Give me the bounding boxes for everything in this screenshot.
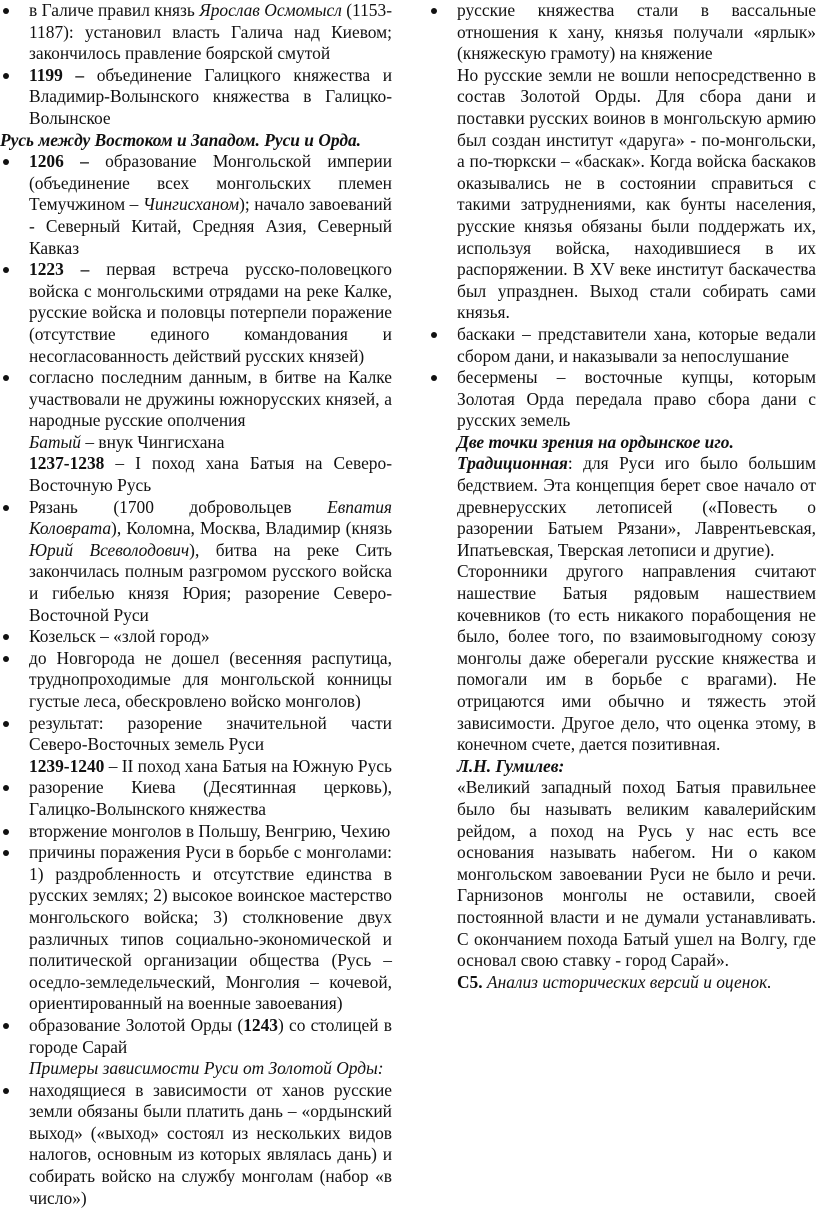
- section-heading: Две точки зрения на ордынское иго.: [457, 431, 734, 452]
- term: Традиционная: [457, 453, 568, 474]
- left-list-examples: [0, 1080, 392, 1209]
- list-item: [0, 151, 392, 259]
- text: согласно последним данным, в битве на Калке участвовали не дружины южнорусских князей, а народные русские ополчения: [29, 367, 392, 431]
- left-list-campaign1: [0, 497, 392, 756]
- text: в Галиче правил князь: [29, 0, 200, 20]
- text: ), Коломна, Москва, Владимир (князь: [111, 518, 392, 539]
- text: Козельск – «злой город»: [29, 626, 210, 647]
- list-item: [0, 626, 392, 648]
- text: вторжение монголов в Польшу, Венгрию, Чехию: [29, 820, 391, 841]
- batu-line: [0, 432, 392, 454]
- year: 1223 –: [29, 259, 107, 280]
- text: ) со столицей в городе Сарай: [29, 1014, 392, 1057]
- person-name: Чингисханом: [142, 194, 240, 215]
- text: причины поражения Руси в борьбе с монголами: 1) раздробленность и отсутствие единства в русских землях; 2) высокое воинское мастерство монгольского войска; 3) столкновение двух различных типов социально-экономической и политической организации общества (Русь – оседло-земледельческий, Монголия – кочевой, ориентированный на военные завоевания): [29, 842, 392, 1014]
- list-item: [0, 648, 392, 713]
- text: находящиеся в зависимости от ханов русские земли обязаны были платить дань – «ордынский выход» («выход» состоял из нескольких видов налогов, основным из которых являлась дань) и собирать войско на службу монголам (набор «в число»): [29, 1079, 392, 1208]
- text: результат: разорение значительной части Северо-Восточных земель Руси: [29, 712, 392, 755]
- section-heading: Русь между Востоком и Западом. Руси и Орда.: [0, 129, 362, 150]
- person-name: Батый: [29, 431, 81, 452]
- list-item: [0, 821, 392, 843]
- list-item: [428, 324, 816, 367]
- left-list-top: [0, 0, 392, 130]
- year: 1239-1240: [29, 755, 105, 776]
- person-name: Юрий Всеволодович: [29, 539, 190, 560]
- text: баскаки – представители хана, которые ведали сбором дани, и наказывали за непослушание: [457, 323, 816, 366]
- person-name: Евпатия Коловрата: [29, 496, 392, 539]
- text: – I поход хана Батыя на Северо-Восточную Русь: [29, 453, 392, 496]
- list-item: [0, 65, 392, 130]
- author-name: Л.Н. Гумилев:: [457, 755, 565, 776]
- right-list-top: [428, 0, 816, 65]
- paragraph: Но русские земли не вошли непосредственно в состав Золотой Орды. Для сбора дани и поставки русских воинов в монгольскую армию был создан институт «даруга» - по-монгольски, а по-тюркски – «баскак». Когда войска баскаков оказывались не в состоянии справиться с такими затруднениями, как бунты населения, русские князья обязаны были поддержать их, используя войска, находившиеся в их распоряжении. В XV веке институт баскачества был упразднен. Выход стали собирать сами князья.: [457, 64, 816, 323]
- text: образование Монгольской империи (объединение всех монгольских племен Темучжином –: [29, 151, 392, 215]
- year: 1206 –: [29, 151, 106, 172]
- paragraph: [428, 453, 816, 561]
- left-list-main: [0, 151, 392, 432]
- text: русские княжества стали в вассальные отношения к хану, князья получали «ярлык» (княжескую грамоту) на княжение: [457, 0, 816, 64]
- list-item: [0, 1015, 392, 1058]
- left-column: [0, 0, 392, 1209]
- text: ); начало завоеваний - Северный Китай, Средняя Азия, Северный Кавказ: [29, 194, 392, 258]
- list-item: [0, 497, 392, 627]
- quote: «Великий западный поход Батыя правильнее было бы называть великим кавалерийским рейдом, а поход на Русь у нас есть все основания называть набегом. Ни о каком монгольском завоевании Руси не было и речи. Гарнизонов монголы не оставили, своей постоянной власти и не думали устанавливать. С окончанием похода Батый ушел на Волгу, где основал свою ставку - город Сарай».: [457, 777, 816, 971]
- examples-heading: Примеры зависимости Руси от Золотой Орды:: [29, 1058, 384, 1079]
- text: – II поход хана Батыя на Южную Русь: [104, 755, 392, 776]
- left-list-campaign2: [0, 777, 392, 1058]
- list-item: [0, 1080, 392, 1209]
- text: образование Золотой Орды (: [29, 1014, 244, 1035]
- list-item: [0, 259, 392, 367]
- list-item: [428, 367, 816, 432]
- text: (1153-1187): установил власть Галича над Киевом; закончилось правление боярской смутой: [29, 0, 392, 64]
- list-item: [0, 367, 392, 432]
- text: разорение Киева (Десятинная церковь), Галицко-Волынского княжества: [29, 777, 392, 819]
- year: 1237-1238: [29, 453, 105, 474]
- text: Рязань (1700 добровольцев: [29, 496, 328, 517]
- list-item: [0, 777, 392, 820]
- text: ), битва на реке Сить закончилась полным разгромом русского войска и гибелью князя Юрия; разорение Северо-Восточной Руси: [29, 539, 392, 625]
- list-item: [0, 713, 392, 756]
- year: 1199 –: [29, 64, 97, 85]
- list-item: [0, 0, 392, 65]
- text: : для Руси иго было большим бедствием. Эта концепция берет свое начало от древнерусских летописей («Повесть о разорении Батыем Рязани», Лаврентьевская, Ипатьевская, Тверская летописи и другие).: [457, 453, 816, 560]
- text: до Новгорода не дошел (весенняя распутица, труднопроходимые для монгольской конницы густые леса, обескровлено войско монголов): [29, 647, 392, 711]
- text: бесермены – восточные купцы, которым Золотая Орда передала право сбора дани с русских земель: [457, 367, 816, 431]
- task-line: [428, 972, 816, 994]
- campaign-1: [0, 453, 392, 496]
- person-name: Ярослав Осмомысл: [199, 0, 342, 20]
- paragraph: Сторонники другого направления считают нашествие Батыя рядовым нашествием кочевников (то есть никакого порабощения не было, более того, по взаимовыгодному союзу монголы даже оберегали русские княжества и помогали им в борьбе с врагами). Не отрицаются ими обычно и тяжесть этой зависимости. Другое дело, что оценка этому, в конечном счете, дается позитивная.: [457, 561, 816, 755]
- right-column: [428, 0, 816, 993]
- task-text: Анализ исторических версий и оценок.: [482, 971, 772, 992]
- task-label: С5.: [457, 971, 483, 992]
- list-item: [0, 842, 392, 1015]
- year: 1243: [243, 1014, 278, 1035]
- campaign-2: [0, 756, 392, 778]
- text: объединение Галицкого княжества и Владимир-Волынского княжества в Галицко-Волынское: [29, 64, 392, 128]
- list-item: [428, 0, 816, 65]
- text: – внук Чингисхана: [81, 431, 225, 452]
- text: первая встреча русско-половецкого войска с монгольскими отрядами на реке Калке, русские войска и половцы потерпели поражение (отсутствие единого командования и несогласованность действий русских князей): [29, 259, 392, 366]
- right-list-mid: [428, 324, 816, 432]
